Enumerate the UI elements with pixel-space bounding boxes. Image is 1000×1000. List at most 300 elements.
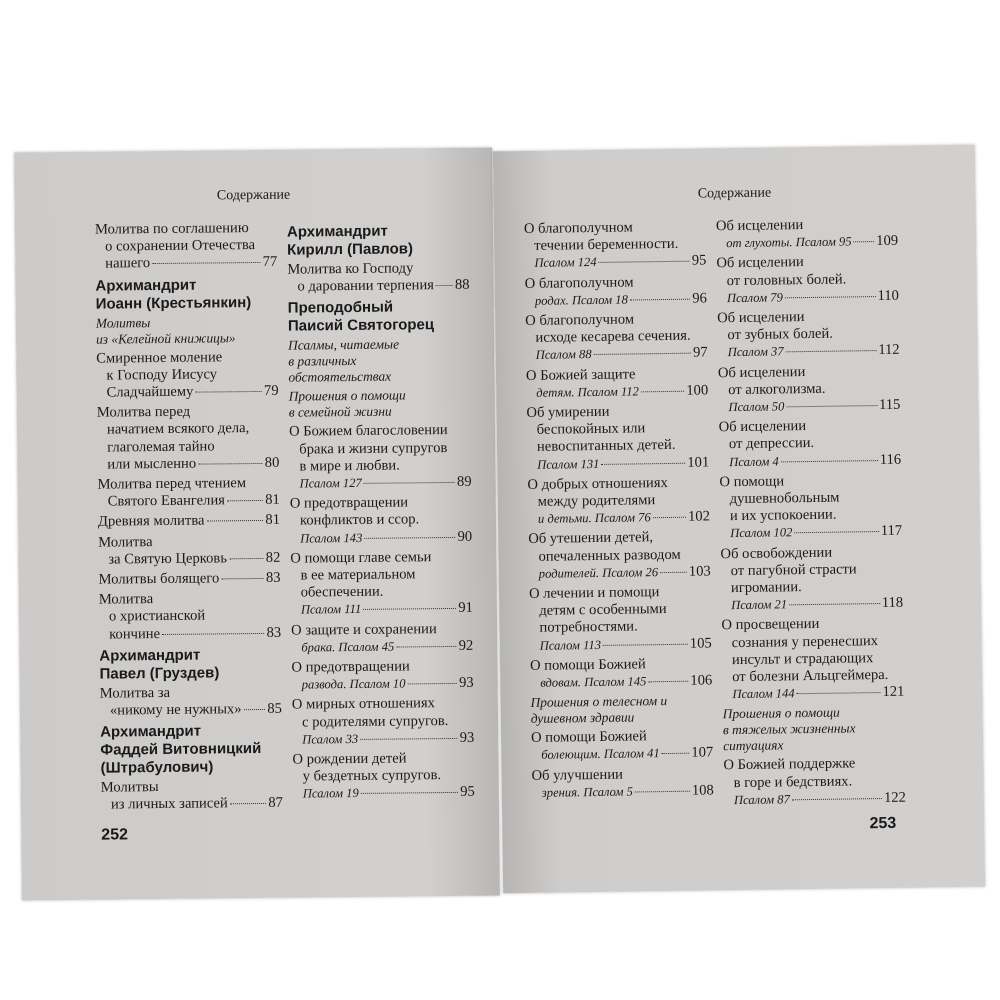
toc-column <box>716 216 906 813</box>
toc-line: Молитва по соглашению <box>94 220 249 238</box>
toc-entry <box>529 583 712 654</box>
toc-section-heading <box>723 704 906 755</box>
toc-leader-line <box>292 675 474 694</box>
toc-entry <box>98 532 280 568</box>
toc-leader-line <box>97 383 279 402</box>
toc-leader-line <box>291 600 473 619</box>
toc-line: в горе и бедствиях. <box>733 773 853 791</box>
toc-line: с родителями супругов. <box>301 712 449 731</box>
toc-line: обстоятельствах <box>288 368 392 386</box>
toc-page-ref: 96 <box>692 290 708 307</box>
toc-column <box>524 218 714 805</box>
dot-leader <box>162 633 265 635</box>
toc-page-ref: 106 <box>690 672 713 689</box>
toc-line: Прошения о телесном и <box>530 693 668 711</box>
toc-page-ref: 116 <box>879 451 902 468</box>
toc-entry <box>525 310 708 364</box>
toc-leader-line <box>98 550 280 569</box>
toc-page-ref: 83 <box>266 624 282 641</box>
dot-leader <box>854 241 875 242</box>
toc-leader-text: нашего <box>105 255 151 272</box>
toc-line: Архимандрит <box>99 646 201 665</box>
toc-page-ref: 112 <box>878 342 900 359</box>
dot-leader <box>653 517 686 518</box>
toc-entry <box>530 655 712 692</box>
toc-leader-text: Святого Евангелия <box>107 492 226 510</box>
toc-leader-text: брака. Псалом 45 <box>301 639 395 655</box>
toc-page-ref: 79 <box>263 382 279 399</box>
toc-line: Прошения о помощи <box>722 705 840 722</box>
toc-line: О защите и сохранении <box>291 620 437 639</box>
toc-line: Молитва ко Господу <box>287 260 414 278</box>
page-number: 252 <box>101 826 129 844</box>
toc-line: Об освобождении <box>720 544 833 562</box>
toc-line: Об умирении <box>526 403 610 421</box>
toc-line: глаголемая тайно <box>107 438 215 456</box>
toc-line: (Штрабулович) <box>100 758 214 777</box>
toc-line: Архимандрит <box>286 222 388 241</box>
toc-line: исходе кесарева сечения. <box>535 327 691 347</box>
toc-leader-line <box>530 672 712 692</box>
toc-leader-text: Псалом 102 <box>730 525 793 541</box>
running-header: Содержание <box>697 185 772 202</box>
dot-leader <box>363 608 456 610</box>
dot-leader <box>364 537 455 539</box>
toc-page-ref: 118 <box>881 594 904 612</box>
dot-leader <box>603 643 688 645</box>
toc-leader-line <box>529 563 711 583</box>
toc-line: между родителями <box>537 492 656 510</box>
toc-line: О предотвращении <box>291 658 410 676</box>
toc-page-ref: 83 <box>265 569 281 586</box>
toc-leader-text: Псалом 131 <box>537 456 600 472</box>
toc-section-heading <box>289 387 471 421</box>
toc-entry <box>524 218 707 272</box>
dot-leader <box>789 603 880 605</box>
toc-leader-line <box>99 624 281 643</box>
toc-leader-text: Псалом 113 <box>539 637 602 653</box>
toc-leader-line <box>98 492 280 511</box>
toc-leader-line <box>293 784 475 803</box>
toc-line: начатием всякого дела, <box>106 420 250 438</box>
toc-entry <box>101 778 283 814</box>
toc-line: Молитва <box>98 591 154 608</box>
toc-leader-text: за Святую Церковь <box>108 550 228 568</box>
dot-leader <box>641 391 684 393</box>
toc-line: беспокойных или <box>536 420 646 439</box>
toc-entry <box>97 403 280 474</box>
toc-line: обеспечении. <box>300 583 384 601</box>
toc-line: О лечении и помощи <box>528 584 660 603</box>
toc-line: Смиренное моление <box>96 348 223 367</box>
toc-leader-line <box>722 684 904 704</box>
toc-line: в тяжелых жизненных <box>722 720 856 738</box>
toc-page-ref: 110 <box>877 287 900 304</box>
toc-line: в семейной жизни <box>288 403 392 421</box>
dot-leader <box>786 405 877 407</box>
toc-line: Об исцелении <box>717 309 805 327</box>
running-header: Содержание <box>216 187 291 204</box>
toc-entry <box>290 494 473 548</box>
dot-leader <box>396 646 456 648</box>
toc-line: О помощи Божией <box>530 728 647 747</box>
toc-line: Павел (Груздев) <box>99 664 220 683</box>
toc-page-ref: 115 <box>878 396 901 414</box>
toc-line: инсульт и страдающих <box>731 650 874 668</box>
toc-page-ref: 109 <box>876 232 899 250</box>
dot-leader <box>785 296 876 298</box>
toc-leader-text: Псалом 19 <box>302 786 359 802</box>
toc-leader-text: Псалом 88 <box>535 347 592 363</box>
toc-page-ref: 101 <box>687 454 710 471</box>
toc-leader-text: Псалом 127 <box>299 475 362 491</box>
toc-leader-line <box>717 288 899 308</box>
toc-page-ref: 122 <box>883 789 907 806</box>
dot-leader <box>221 578 264 579</box>
toc-leader-line <box>524 253 706 273</box>
toc-section-heading <box>288 336 470 386</box>
toc-page-ref: 89 <box>456 473 472 490</box>
dot-leader <box>230 803 267 804</box>
toc-line: Об исцелении <box>718 418 807 436</box>
dot-leader <box>792 798 882 800</box>
dot-leader <box>361 792 459 794</box>
toc-page-ref: 81 <box>265 491 280 509</box>
toc-line: Архимандрит <box>95 276 197 295</box>
toc-line: в различных <box>288 353 357 370</box>
toc-leader-text: родителей. Псалом 26 <box>538 564 659 581</box>
page-number: 253 <box>869 814 897 833</box>
toc-line: от зубных болей. <box>727 325 833 344</box>
toc-leader-text: Псалом 124 <box>534 255 597 271</box>
dot-leader <box>360 738 458 740</box>
toc-line: Об исцелении <box>715 217 804 235</box>
toc-line: и их успокоении. <box>729 506 837 525</box>
toc-page-ref: 77 <box>262 254 278 271</box>
toc-column <box>287 218 475 807</box>
toc-line: конфликтов и ссор. <box>299 511 420 529</box>
toc-leader-text: Псалом 79 <box>726 290 783 305</box>
toc-page-ref: 93 <box>459 674 474 692</box>
toc-entry <box>98 570 280 589</box>
toc-line: Кирилл (Павлов) <box>287 240 414 259</box>
toc-entry <box>719 472 902 543</box>
toc-leader-text: Псалом 143 <box>300 530 363 546</box>
toc-leader-text: Псалом 50 <box>728 399 785 415</box>
toc-author-heading <box>95 275 277 313</box>
dot-leader <box>630 298 691 300</box>
dot-leader <box>660 572 687 573</box>
toc-entry <box>98 512 280 531</box>
toc-entry <box>527 474 710 528</box>
toc-leader-text: Псалом 21 <box>731 597 788 613</box>
toc-line: игромании. <box>730 579 802 597</box>
toc-entry <box>719 417 902 471</box>
toc-leader-text: Псалом 37 <box>727 344 784 360</box>
toc-leader-line <box>526 345 708 365</box>
toc-line: ситуациях <box>723 737 784 754</box>
dot-leader <box>794 532 878 534</box>
toc-leader-line <box>289 474 471 493</box>
toc-line: О благополучном <box>523 219 633 237</box>
toc-line: от алкоголизма. <box>728 380 826 398</box>
toc-line: О предотвращении <box>289 494 409 512</box>
toc-line: О помощи <box>719 473 785 491</box>
toc-entry <box>528 529 711 583</box>
dot-leader <box>601 462 685 464</box>
toc-section-heading <box>530 693 712 728</box>
toc-page-ref: 100 <box>686 382 709 399</box>
toc-leader-line <box>525 290 707 310</box>
toc-leader-text: вдовам. Псалом 145 <box>540 674 647 690</box>
toc-line: Прошения о помощи <box>288 387 406 405</box>
toc-entry <box>723 755 906 809</box>
toc-entry <box>289 422 472 493</box>
toc-line: Об улучшении <box>531 766 624 784</box>
toc-line: Иоанн (Крестьянкин) <box>95 293 252 313</box>
toc-line: невоспитанных детей. <box>536 437 676 456</box>
dot-leader <box>229 558 264 559</box>
toc-line: Молитвы <box>95 314 151 331</box>
toc-entry <box>290 549 473 620</box>
toc-line: потребностями. <box>539 618 638 637</box>
toc-line: душевном здравии <box>530 709 635 727</box>
left-page <box>14 148 500 901</box>
toc-entry <box>721 615 904 704</box>
toc-line: из «Келейной книжицы» <box>95 329 236 347</box>
toc-page-ref: 88 <box>454 276 470 294</box>
toc-line: детям с особенными <box>539 601 667 620</box>
toc-page-ref: 93 <box>459 729 475 746</box>
toc-leader-line <box>98 512 280 531</box>
toc-leader-text: и детьми. Псалом 76 <box>537 510 651 527</box>
toc-leader-line <box>292 730 474 749</box>
toc-leader-text: от глухоты. Псалом 95 <box>726 234 852 251</box>
toc-author-heading <box>288 298 470 336</box>
toc-line: в ее материальном <box>300 566 416 584</box>
toc-page-ref: 95 <box>691 252 707 270</box>
toc-line: О просвещении <box>721 616 820 634</box>
toc-line: Об исцелении <box>717 363 806 381</box>
toc-page-ref: 108 <box>691 782 714 799</box>
toc-page-ref: 95 <box>460 784 475 801</box>
toc-leader-line <box>532 782 714 802</box>
dot-leader <box>364 482 455 484</box>
toc-entry <box>100 684 282 720</box>
toc-leader-line <box>530 635 712 655</box>
dot-leader <box>407 683 457 685</box>
toc-page-ref: 82 <box>265 549 281 566</box>
toc-leader-line <box>97 455 279 474</box>
toc-leader-text: Псалом 87 <box>733 792 790 807</box>
toc-page-ref: 87 <box>268 795 284 812</box>
toc-entry <box>97 475 279 511</box>
toc-page-ref: 117 <box>880 523 903 540</box>
dot-leader <box>786 350 877 352</box>
toc-line: Псалмы, читаемые <box>288 336 400 354</box>
toc-page-ref: 90 <box>457 528 473 545</box>
toc-entry <box>287 260 469 296</box>
toc-page-ref: 81 <box>265 512 281 529</box>
toc-page-ref: 103 <box>688 563 711 580</box>
dot-leader <box>436 285 453 286</box>
toc-section-heading <box>96 313 278 347</box>
toc-entry <box>526 365 708 402</box>
toc-page-ref: 105 <box>689 635 712 652</box>
toc-page-ref: 97 <box>692 344 708 362</box>
toc-leader-line <box>526 382 708 402</box>
toc-line: О Божией защите <box>525 366 636 384</box>
toc-line: у бездетных супругов. <box>302 767 442 785</box>
toc-entry <box>95 220 278 274</box>
toc-line: опечаленных разводом <box>538 546 681 565</box>
toc-page-ref: 92 <box>458 637 474 654</box>
toc-line: Паисий Святогорец <box>287 316 435 336</box>
toc-leader-text: Псалом 144 <box>732 686 795 702</box>
toc-leader-line <box>290 528 472 547</box>
dot-leader <box>635 791 690 793</box>
toc-leader-line <box>95 254 277 273</box>
dot-leader <box>662 753 690 754</box>
toc-leader-line <box>528 509 710 529</box>
toc-line: душевнобольным <box>729 489 840 508</box>
toc-leader-line <box>287 277 469 296</box>
dot-leader <box>594 353 692 355</box>
toc-author-heading <box>287 222 469 260</box>
toc-line: о сохранении Отечества <box>105 237 256 255</box>
toc-leader-line <box>98 570 280 589</box>
toc-entry <box>96 348 279 402</box>
toc-leader-text: детям. Псалом 112 <box>536 384 639 400</box>
dot-leader <box>648 681 688 683</box>
toc-line: Молитвы <box>100 779 159 796</box>
toc-line: О мирных отношениях <box>291 695 436 714</box>
toc-leader-line <box>716 233 898 253</box>
toc-entry <box>717 308 900 362</box>
toc-leader-line <box>721 595 903 615</box>
toc-entry <box>531 728 713 765</box>
dot-leader <box>195 391 262 393</box>
toc-leader-text: или мысленно <box>107 455 197 473</box>
toc-entry <box>526 402 709 473</box>
toc-line: Об утешении детей, <box>528 529 654 548</box>
toc-line: от болезни Альцгеймера. <box>732 667 889 686</box>
toc-line: О благополучном <box>524 274 634 292</box>
toc-leader-text: из личных записей <box>110 795 228 814</box>
toc-page-ref: 85 <box>267 700 283 717</box>
toc-leader-line <box>718 397 900 417</box>
toc-author-heading <box>100 722 283 778</box>
toc-leader-line <box>527 454 709 474</box>
toc-entry <box>531 765 713 802</box>
toc-column <box>95 220 283 818</box>
toc-leader-line <box>718 342 900 362</box>
toc-line: О добрых отношениях <box>527 474 668 493</box>
toc-entry <box>292 750 475 804</box>
toc-line: Фаддей Витовницкий <box>100 740 262 759</box>
toc-page-ref: 107 <box>691 744 714 762</box>
dot-leader <box>244 709 266 710</box>
toc-entry <box>718 362 901 416</box>
toc-line: Молитва перед <box>96 403 191 421</box>
toc-entry <box>99 590 282 644</box>
toc-line: о христианской <box>108 608 206 626</box>
toc-entry <box>291 658 473 694</box>
toc-line: Молитва перед чтением <box>97 475 247 493</box>
toc-author-heading <box>99 646 281 684</box>
toc-leader-text: зрения. Псалом 5 <box>541 784 634 800</box>
toc-entry <box>292 695 475 749</box>
dot-leader <box>152 262 260 264</box>
toc-line: Об исцелении <box>716 254 804 272</box>
toc-leader-text: Древняя молитва <box>97 512 205 531</box>
toc-leader-text: о даровании терпения <box>297 277 435 295</box>
dot-leader <box>227 500 263 501</box>
toc-leader-text: болеющим. Псалом 41 <box>541 746 660 763</box>
toc-leader-text: родах. Псалом 18 <box>534 292 628 308</box>
dot-leader <box>599 261 690 263</box>
toc-line: Молитва за <box>99 684 171 702</box>
toc-line: Преподобный <box>287 298 394 318</box>
toc-leader-line <box>724 790 906 810</box>
toc-line: к Господу Иисусу <box>106 366 218 384</box>
dot-leader <box>198 463 263 465</box>
toc-line: О помощи главе семьи <box>290 549 432 567</box>
toc-line: Архимандрит <box>100 722 202 741</box>
toc-page-ref: 102 <box>687 508 711 525</box>
toc-leader-line <box>291 638 473 657</box>
toc-line: в мире и любви. <box>299 457 400 475</box>
toc-page-ref: 80 <box>264 454 280 471</box>
toc-line: О благополучном <box>525 311 635 329</box>
dot-leader <box>797 692 881 694</box>
toc-leader-line <box>719 451 901 471</box>
toc-leader-text: Сладчайшему <box>106 383 194 401</box>
toc-leader-text: Молитвы болящего <box>98 570 220 588</box>
toc-leader-text: Псалом 4 <box>729 454 779 469</box>
toc-page-ref: 91 <box>458 600 473 617</box>
toc-page-ref: 121 <box>882 683 905 701</box>
toc-entry <box>716 253 899 307</box>
toc-leader-line <box>720 523 902 543</box>
toc-entry <box>291 620 473 656</box>
toc-leader-text: Псалом 33 <box>302 731 359 747</box>
toc-leader-line <box>100 701 282 720</box>
toc-line: от головных болей. <box>726 271 847 289</box>
toc-line: Молитва <box>98 533 153 551</box>
toc-line: брака и жизни супругов <box>299 439 448 458</box>
toc-leader-text: кончине <box>109 625 161 643</box>
toc-leader-text: Псалом 111 <box>300 602 362 617</box>
toc-line: О помощи Божией <box>529 656 646 674</box>
toc-line: от депрессии. <box>728 435 815 453</box>
toc-line: О рождении детей <box>292 750 407 768</box>
toc-line: сознания у перенесших <box>731 632 879 651</box>
toc-leader-line <box>531 745 713 765</box>
right-page <box>493 145 985 894</box>
toc-line: О Божией поддержке <box>723 755 856 774</box>
toc-entry <box>720 543 903 614</box>
toc-leader-text: «никому не нужных» <box>109 701 242 719</box>
dot-leader <box>206 520 263 522</box>
toc-entry <box>525 273 707 310</box>
toc-line: от пагубной страсти <box>730 561 857 579</box>
toc-leader-line <box>101 795 283 814</box>
dot-leader <box>781 460 878 462</box>
toc-entry <box>716 216 898 253</box>
toc-leader-text: развода. Псалом 10 <box>301 676 406 692</box>
toc-line: течении беременности. <box>534 236 679 255</box>
